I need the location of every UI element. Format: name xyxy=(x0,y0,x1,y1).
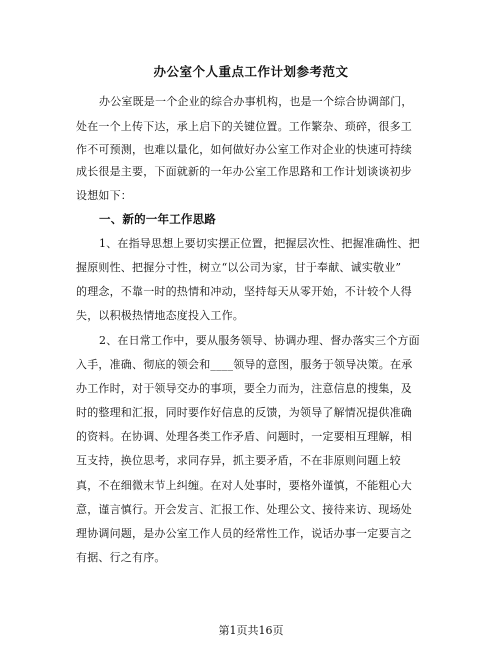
paragraph-line: 的理念，不靠一时的热情和冲动，坚持每天从零开始，不计较个人得 xyxy=(76,285,412,298)
intro-line: 作不可预测，也难以量化，如何做好办公室工作对企业的快速可持续 xyxy=(76,143,412,156)
paragraph-line: 的资料。在协调、处理各类工作矛盾、问题时，一定要相互理解，相 xyxy=(76,430,412,443)
paragraph-line: 真，不在细微末节上纠缠。在对人处事时，要格外谨慎，不能粗心大 xyxy=(76,479,412,492)
intro-line: 设想如下： xyxy=(76,189,132,202)
paragraph-line: 办工作时，对于领导交办的事项，要全力而为，注意信息的搜集，及 xyxy=(76,382,412,395)
intro-line: 办公室既是一个企业的综合办事机构，也是一个综合协调部门， xyxy=(99,95,413,108)
paragraph-line: 入手，准确、彻底的领会和____领导的意图，服务于领导决策。在承 xyxy=(76,358,413,371)
section-heading: 一、新的一年工作思路 xyxy=(99,212,216,226)
paragraph-line: 有据、行之有序。 xyxy=(76,551,166,564)
page-number: 第1页共16页 xyxy=(218,624,284,637)
paragraph-line: 握原则性、把握分寸性，树立“以公司为家，甘于奉献、诚实敬业” xyxy=(76,261,402,274)
paragraph-line: 互支持，换位思考，求同存异，抓主要矛盾，不在非原则问题上较 xyxy=(76,454,401,467)
intro-line: 成长很是主要，下面就新的一年办公室工作思路和工作计划谈谈初步 xyxy=(76,165,412,178)
paragraph-line: 2、在日常工作中，要从服务领导、协调办理、督办落实三个方面 xyxy=(99,334,420,347)
paragraph-line: 失，以积极热情地态度投入工作。 xyxy=(76,309,244,322)
paragraph-line: 1、在指导思想上要切实摆正位置，把握层次性、把握准确性、把 xyxy=(99,237,420,250)
intro-line: 处在一个上传下达，承上启下的关键位置。工作繁杂、琐碎，很多工 xyxy=(76,120,412,133)
paragraph-line: 理协调问题，是办公室工作人员的经常性工作，说话办事一定要言之 xyxy=(76,527,412,540)
paragraph-line: 意，谨言慎行。开会发言、汇报工作、处理公文、接待来访、现场处 xyxy=(76,503,412,516)
document-title: 办公室个人重点工作计划参考范文 xyxy=(153,64,349,79)
paragraph-line: 时的整理和汇报，同时要作好信息的反馈，为领导了解情况提供准确 xyxy=(76,406,412,419)
